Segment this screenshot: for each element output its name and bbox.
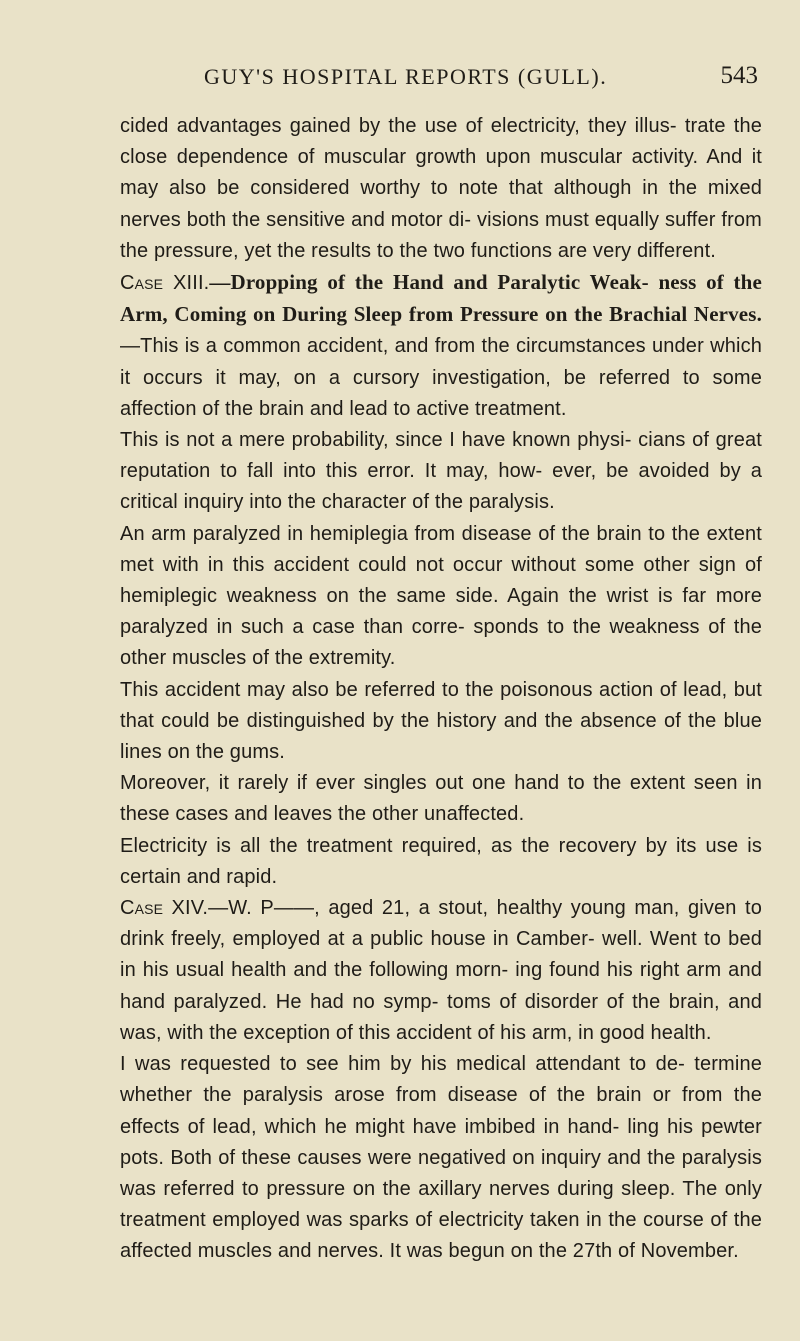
paragraph-3: This is not a mere probability, since I have known physi- cians of great reputation to fall into this error. It may, how- ever, be avoided by a critical inquiry into the character of the paralysis. — [120, 429, 762, 514]
paragraph-4: An arm paralyzed in hemiplegia from disease of the brain to the extent met with in this accident could not occur without some other sign of hemiplegic weakness on the same side. Again the wrist is far more paralyzed in such a case than corre- sponds to the weakness of the other muscles of the extremity. — [120, 522, 762, 670]
body-text — [120, 111, 762, 1268]
paragraph-9: I was requested to see him by his medical attendant to de- termine whether the paralysis arose from disease of the brain or from the effects of lead, which he might have imbibed in hand- ling his pewter pots. Both of these causes were negatived on inquiry and the paralysis was referred to pressure on the axillary nerves during sleep. The only treatment employed was sparks of electricity taken in the course of the affected muscles and nerves. It was begun on the 27th of November. — [120, 1053, 762, 1263]
paragraph-case-14 — [120, 893, 762, 1049]
paragraph-7: Electricity is all the treatment required, as the recovery by its use is certain and rapid. — [120, 834, 762, 888]
case-14-label: Case XIV. — [120, 897, 209, 920]
paragraph-5: This accident may also be referred to the poisonous action of lead, but that could be distinguished by the history and the absence of the blue lines on the gums. — [120, 678, 762, 764]
paragraph-1: cided advantages gained by the use of electricity, they illus- trate the close dependence of muscular growth upon muscular activity. And it may also be considered worthy to note that although in the mixed nerves both the sensitive and motor di- visions must equally suffer from the pressure, yet the results to the two functions are very different. — [120, 115, 762, 262]
paragraph-6: Moreover, it rarely if ever singles out one hand to the extent seen in these cases and leaves the other unaffected. — [120, 772, 762, 826]
running-head: GUY'S HOSPITAL REPORTS (GULL). — [204, 64, 608, 89]
paragraph-case-13 — [120, 267, 762, 425]
case-13-label: Case XIII. — [120, 272, 210, 295]
case-13-text: —This is a common accident, and from the circumstances under which it occurs it may, on a cursory investigation, be referred to some affection of the brain and lead to active treatment. — [120, 335, 762, 420]
page-header — [118, 64, 758, 98]
case-14-text: —W. P——, aged 21, a stout, healthy young man, given to drink freely, employed at a public house in Camber- well. Went to bed in his usual health and the following morn- ing found his right arm and hand paralyzed. He had no symp- toms of disorder of the brain, and was, with the exception of this accident of his arm, in good health. — [120, 897, 762, 1044]
page-number: 543 — [720, 62, 758, 89]
case-13-title: —Dropping of the Hand and Paralytic Weak- ness of the Arm, Coming on During Sleep from Pressure on the Brachial Nerves. — [120, 270, 762, 327]
